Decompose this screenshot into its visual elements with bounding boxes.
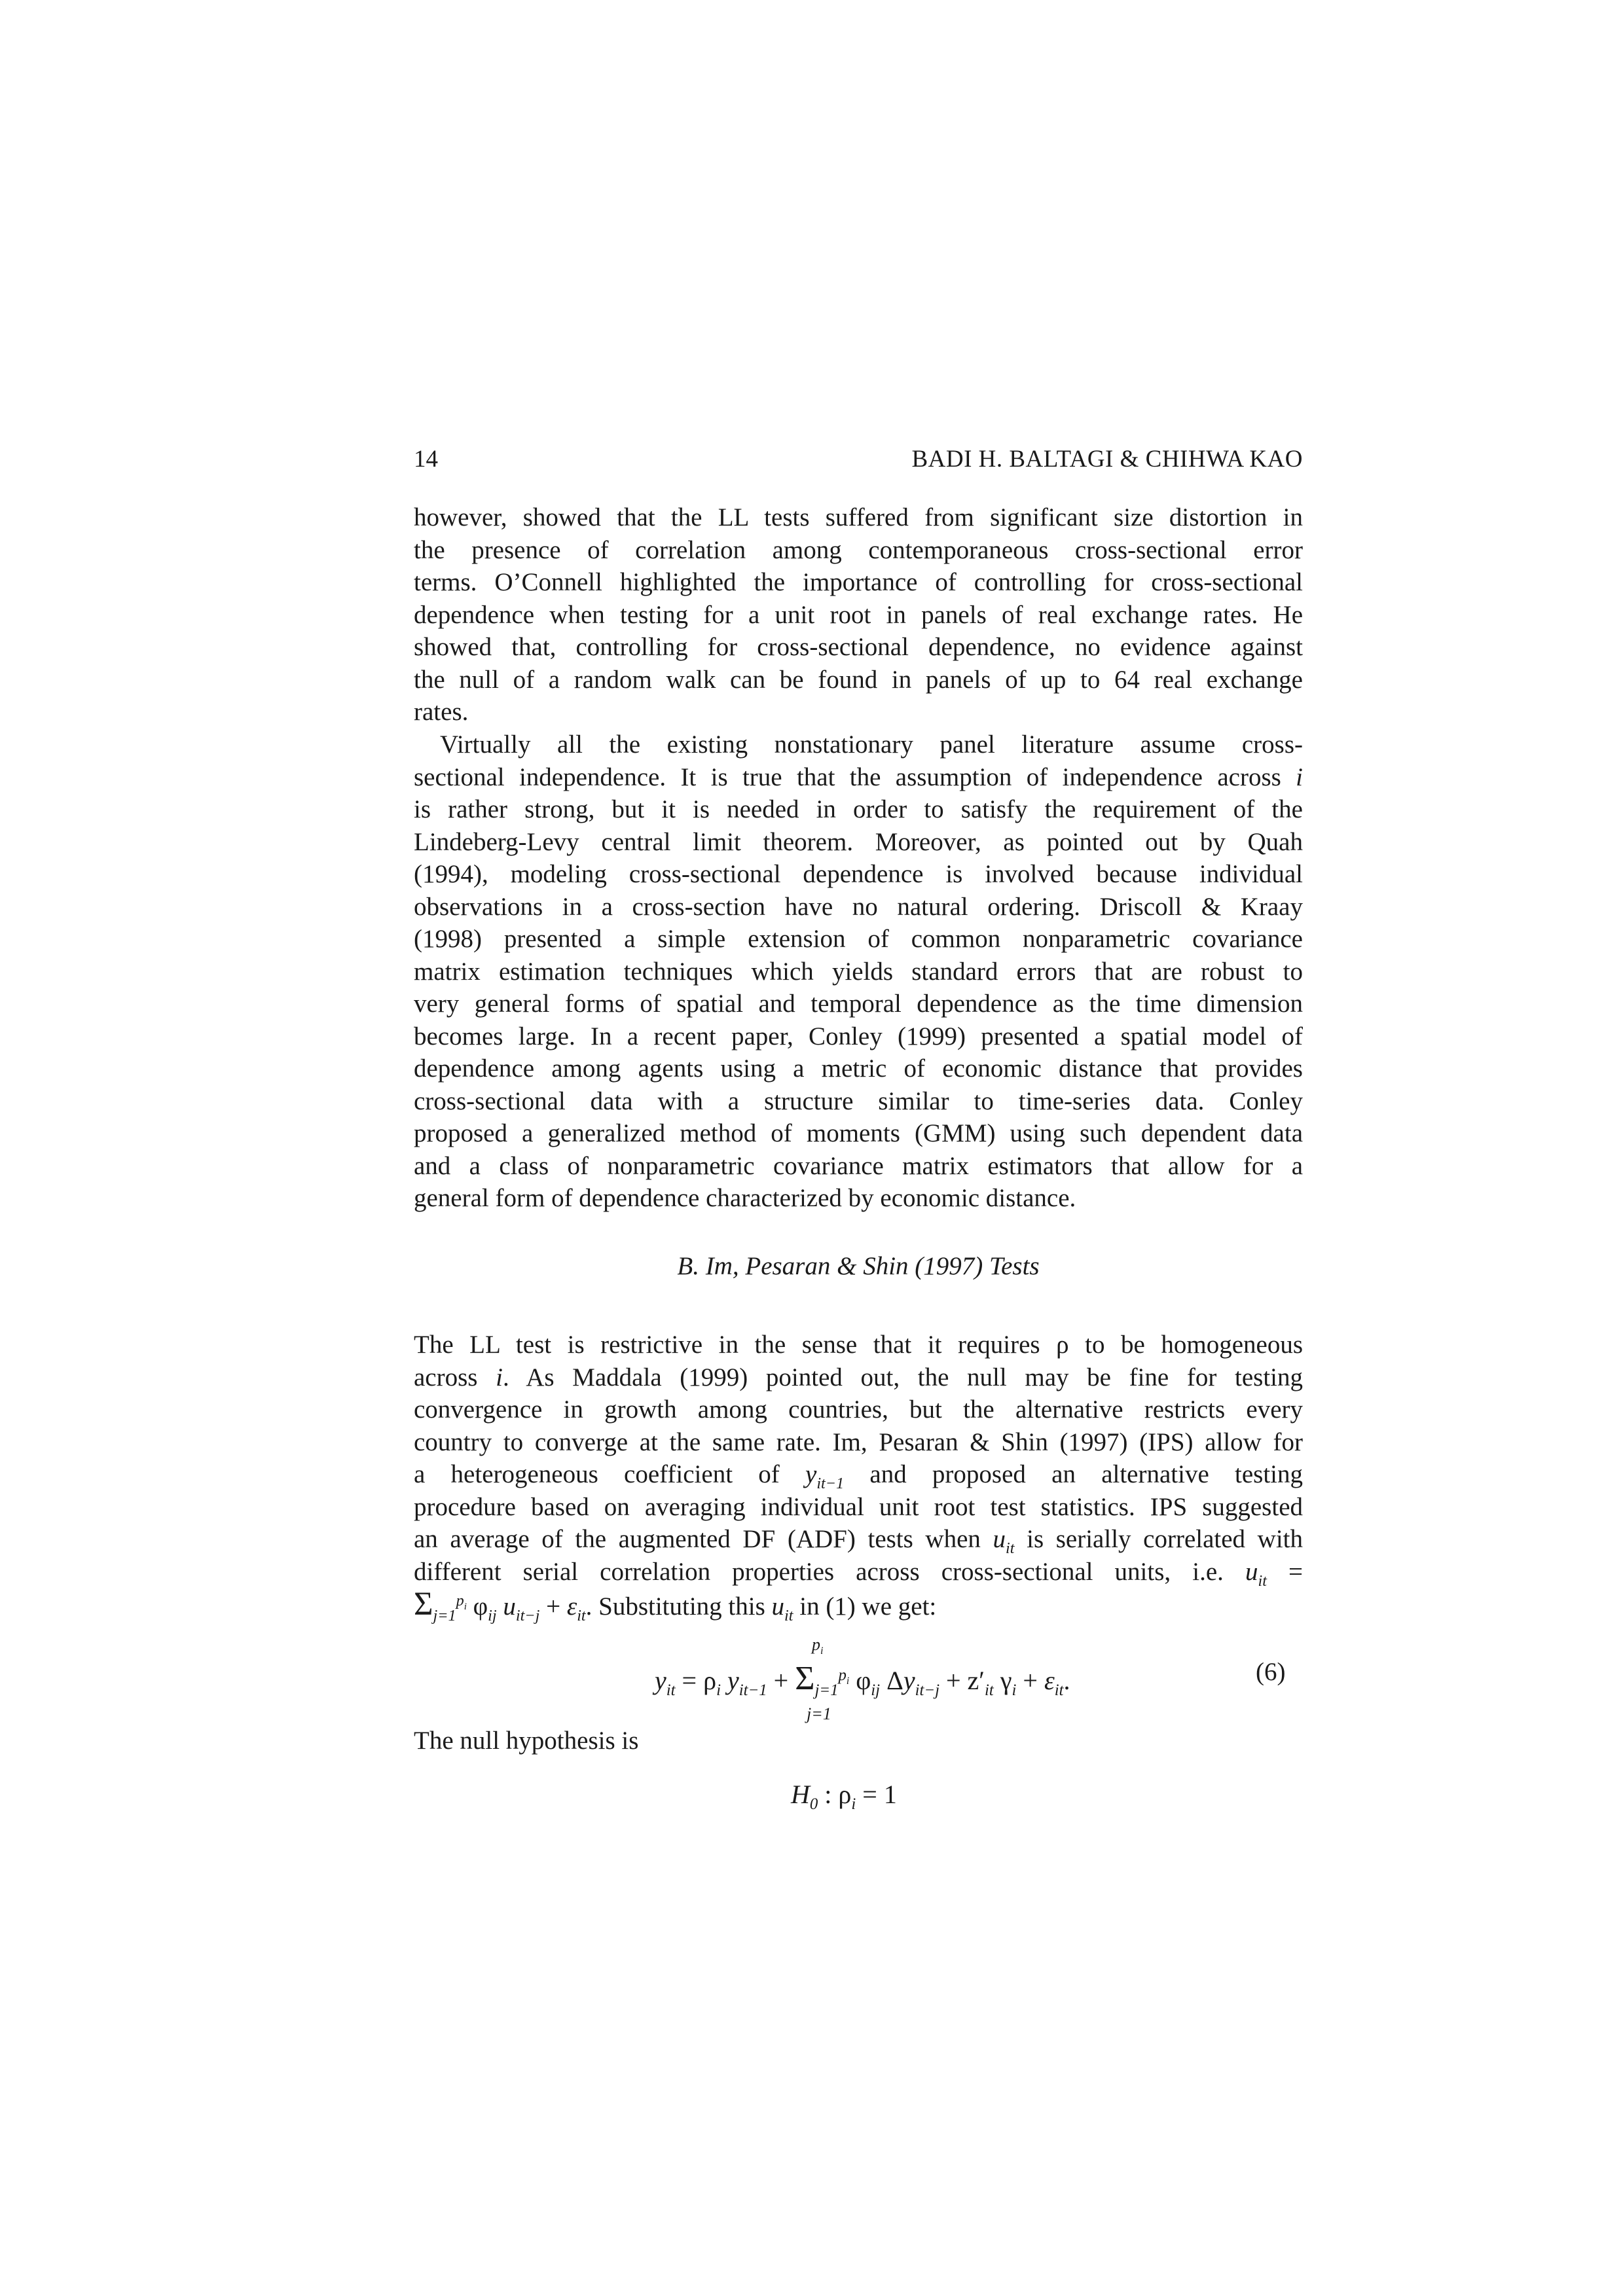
text-line: showed that, controlling for cross-sectional dependence, no evidence against [414, 633, 1303, 661]
text-line-rich: across i. As Maddala (1999) pointed out, the null may be fine for testing [414, 1363, 1303, 1391]
section-heading: B. Im, Pesaran & Shin (1997) Tests [677, 1252, 1040, 1280]
text-line-rich: an average of the augmented DF (ADF) tests when $u_{it}$ is serially correlated with [414, 1525, 1303, 1557]
text-line: (1994), modeling cross-sectional dependence is involved because individual [414, 860, 1303, 888]
text-line: cross-sectional data with a structure similar to time-series data. Conley [414, 1086, 1303, 1115]
null-hypothesis-text: The null hypothesis is [414, 1727, 639, 1755]
running-head: BADI H. BALTAGI & CHIHWA KAO [911, 446, 1303, 473]
text-line: dependence among agents using a metric of economic distance that provides [414, 1054, 1303, 1083]
text-line: Virtually all the existing nonstationary panel literature assume cross- [440, 730, 1303, 759]
text-span: sectional independence. It is true that the assumption of independence across i [414, 762, 1303, 791]
text-line: however, showed that the LL tests suffered from significant size distortion in [414, 503, 1303, 531]
text-line: Lindeberg-Levy central limit theorem. Moreover, as pointed out by Quah [414, 827, 1303, 856]
text-line-rich: different serial correlation properties across cross-sectional units, i.e. $u_{it}$ = [414, 1557, 1303, 1590]
text-line: (1998) presented a simple extension of common nonparametric covariance [414, 925, 1303, 953]
null-hypothesis-equation: $H_0$ : $\rho_i = 1$ [791, 1780, 897, 1813]
text-line-rich: $\Sigma_{j=1}^{p_i}$ $\varphi_{ij}$ $u_{it-j} + \varepsilon_{it}$. Substituting this $u_{it}$ in (1) we get: [414, 1585, 937, 1624]
text-line: very general forms of spatial and temporal dependence as the time dimension [414, 990, 1303, 1018]
text-line: becomes large. In a recent paper, Conley (1999) presented a spatial model of [414, 1022, 1303, 1050]
equation-6-rhs: $\rho_i$ $y_{it-1} + \Sigma_{j=1}^{p_i}$ $\varphi_{ij}$ $\Delta y_{it-j} + z'_{it}$ $\gamma_i + \varepsilon_{it}$. [703, 1660, 1070, 1699]
equation-number: (6) [1256, 1658, 1286, 1686]
text-line-italic-i [414, 761, 1303, 794]
text-line: convergence in growth among countries, but the alternative restricts every [414, 1395, 1303, 1424]
text-line: procedure based on averaging individual unit root test statistics. IPS suggested [414, 1492, 1303, 1521]
page-header [414, 442, 1303, 476]
paragraph-3 [414, 1329, 1303, 1623]
text-line: The LL test is restrictive in the sense that it requires ρ to be homogeneous [414, 1331, 1303, 1359]
text-line: observations in a cross-section have no natural ordering. Driscoll & Kraay [414, 892, 1303, 921]
text-line: country to converge at the same rate. Im, Pesaran & Shin (1997) (IPS) allow for [414, 1427, 1303, 1456]
sum-upper-limit: $p_i$ [812, 1635, 824, 1657]
text-line: matrix estimation techniques which yields standard errors that are robust to [414, 957, 1303, 986]
text-line: terms. O’Connell highlighted the importance of controlling for cross-sectional [414, 568, 1303, 596]
text-line: general form of dependence characterized by economic distance. [414, 1184, 1076, 1212]
text-line-rich: a heterogeneous coefficient of $y_{it-1}$ and proposed an alternative testing [414, 1460, 1303, 1492]
paragraph-2 [414, 728, 1303, 1215]
paragraph-1 [414, 501, 1303, 728]
page-number: 14 [414, 446, 438, 473]
text-line: and a class of nonparametric covariance matrix estimators that allow for a [414, 1151, 1303, 1180]
equation-6: $y_{it} = \rho_i$ $y_{it-1} + \Sigma_{j=1}^{p_i}$ $\varphi_{ij}$ $\Delta y_{it-j} + z'_{it}$ $\gamma_i + \varepsilon_{it}$. [655, 1660, 1070, 1699]
text-line: is rather strong, but it is needed in order to satisfy the requirement of the [414, 795, 1303, 823]
text-line: dependence when testing for a unit root in panels of real exchange rates. He [414, 600, 1303, 629]
text-line: proposed a generalized method of moments (GMM) using such dependent data [414, 1119, 1303, 1147]
text-line: rates. [414, 698, 469, 726]
sum-lower-limit: j=1 [807, 1704, 831, 1723]
text-line: the presence of correlation among contemporaneous cross-sectional error [414, 535, 1303, 564]
equation-6-lhs: $y_{it}$ [655, 1666, 676, 1699]
text-line: the null of a random walk can be found in panels of up to 64 real exchange [414, 665, 1303, 694]
